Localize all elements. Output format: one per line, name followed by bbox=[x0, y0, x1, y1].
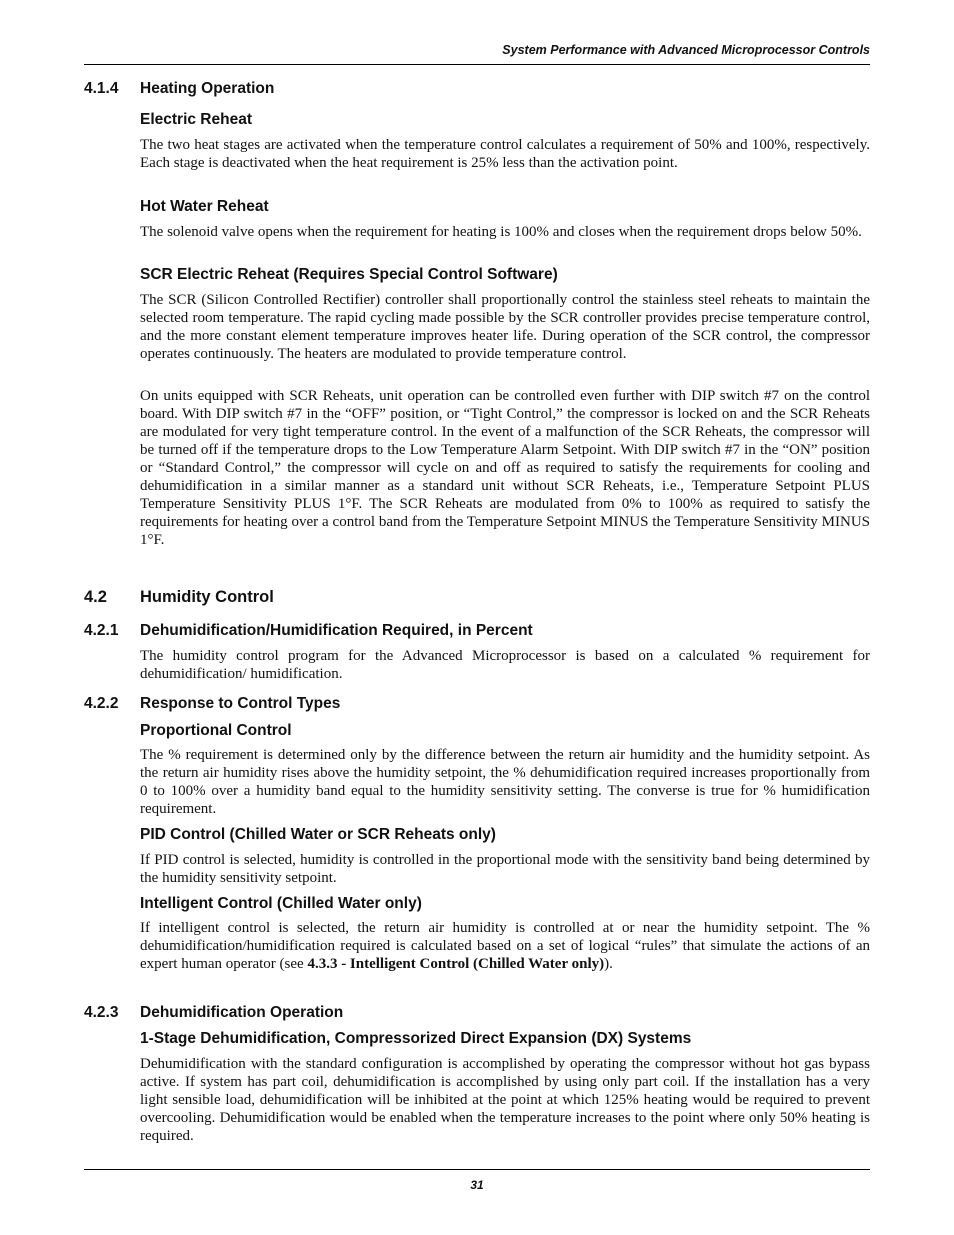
cross-reference-link[interactable]: 4.3.3 - Intelligent Control (Chilled Water only) bbox=[307, 956, 605, 972]
section-number: 4.2 bbox=[84, 588, 107, 606]
section-number: 4.2.3 bbox=[84, 1004, 119, 1021]
section-title: Dehumidification Operation bbox=[140, 1004, 344, 1021]
section-heading-4-2-3 bbox=[84, 1004, 343, 1022]
section-heading-4-2-2 bbox=[84, 695, 340, 713]
section-heading-4-2 bbox=[84, 588, 274, 607]
paragraph-proportional-control: The % requirement is determined only by the difference between the return air humidity and the humidity setpoint. As the return air humidity rises above the humidity setpoint, the % dehumidification required increases proportionally from 0 to 100% over a humidity band equal to the humidity sensitivity setting. The converse is true for % humidification requirement. bbox=[140, 747, 870, 817]
subheading-electric-reheat: Electric Reheat bbox=[140, 111, 252, 128]
subheading-hot-water-reheat: Hot Water Reheat bbox=[140, 198, 269, 215]
section-title: Response to Control Types bbox=[140, 695, 341, 712]
subheading-scr-reheat: SCR Electric Reheat (Requires Special Control Software) bbox=[140, 266, 558, 283]
header-rule bbox=[84, 64, 870, 65]
footer-rule bbox=[84, 1169, 870, 1170]
section-number: 4.1.4 bbox=[84, 80, 119, 97]
section-heading-4-2-1 bbox=[84, 622, 533, 640]
subheading-pid-control: PID Control (Chilled Water or SCR Reheats only) bbox=[140, 826, 496, 843]
paragraph-scr-reheat-1: The SCR (Silicon Controlled Rectifier) controller shall proportionally control the stainless steel reheats to maintain the selected room temperature. The rapid cycling made possible by the SCR controller provides precise temperature control, and the more constant element temperature improves heater life. During operation of the SCR control, the compressor operates continuously. The heaters are modulated to provide temperature control. bbox=[140, 292, 870, 362]
paragraph-one-stage-dehumidification: Dehumidification with the standard configuration is accomplished by operating the compressor without hot gas bypass active. If system has part coil, dehumidification is accomplished by using only part coil. If the installation has a very light sensible load, dehumidification will be inhibited at the point at which 125% heating would be required to prevent overcooling. Dehumidification would be enabled when the temperature increases to the point where only 50% heating is required. bbox=[140, 1056, 870, 1144]
paragraph-hot-water-reheat: The solenoid valve opens when the requirement for heating is 100% and closes when the requirement drops below 50%. bbox=[140, 224, 862, 240]
page-number: 31 bbox=[470, 1178, 484, 1192]
paragraph-text: If intelligent control is selected, the return air humidity is controlled at or near the humidity setpoint. The % dehumidification/humidification required is calculated based on a set of logical “rules” that simulate the actions of an expert human operator (see bbox=[140, 920, 870, 972]
paragraph-humidity-program: The humidity control program for the Advanced Microprocessor is based on a calculated % requirement for dehumidification/ humidification. bbox=[140, 648, 870, 682]
section-title: Humidity Control bbox=[140, 588, 274, 606]
section-number: 4.2.1 bbox=[84, 622, 119, 639]
subheading-one-stage-dehumidification: 1-Stage Dehumidification, Compressorized Direct Expansion (DX) Systems bbox=[140, 1030, 692, 1047]
section-number: 4.2.2 bbox=[84, 695, 119, 712]
section-title: Dehumidification/Humidification Required, in Percent bbox=[140, 622, 533, 639]
section-heading-4-1-4 bbox=[84, 80, 274, 98]
paragraph-scr-reheat-2: On units equipped with SCR Reheats, unit operation can be controlled even further with DIP switch #7 on the control board. With DIP switch #7 in the “OFF” position, or “Tight Control,” the compressor is locked on and the SCR Reheats are modulated for very tight temperature control. In the event of a malfunction of the SCR Reheats, the compressor will be turned off if the temperature drops to the Low Temperature Alarm Setpoint. With DIP switch #7 in the “ON” position or “Standard Control,” the compressor will cycle on and off as required to satisfy the requirements for cooling and dehumidification in a similar manner as a standard unit without SCR Reheats, i.e., Temperature Setpoint PLUS Temperature Sensitivity PLUS 1°F. The SCR Reheats are modulated from 0% to 100% as required to satisfy the requirements for heating over a control band from the Temperature Setpoint MINUS the Temperature Sensitivity MINUS 1°F. bbox=[140, 388, 870, 548]
paragraph-electric-reheat: The two heat stages are activated when the temperature control calculates a requirement of 50% and 100%, respectively. Each stage is deactivated when the heat requirement is 25% less than the activation point. bbox=[140, 137, 870, 171]
paragraph-pid-control: If PID control is selected, humidity is controlled in the proportional mode with the sensitivity band being determined by the humidity sensitivity setpoint. bbox=[140, 852, 870, 886]
subheading-intelligent-control: Intelligent Control (Chilled Water only) bbox=[140, 895, 422, 912]
running-header: System Performance with Advanced Microprocessor Controls bbox=[502, 43, 870, 57]
section-title: Heating Operation bbox=[140, 80, 275, 97]
paragraph-text-end: ). bbox=[604, 956, 613, 972]
subheading-proportional-control: Proportional Control bbox=[140, 722, 292, 739]
paragraph-intelligent-control bbox=[140, 919, 870, 973]
